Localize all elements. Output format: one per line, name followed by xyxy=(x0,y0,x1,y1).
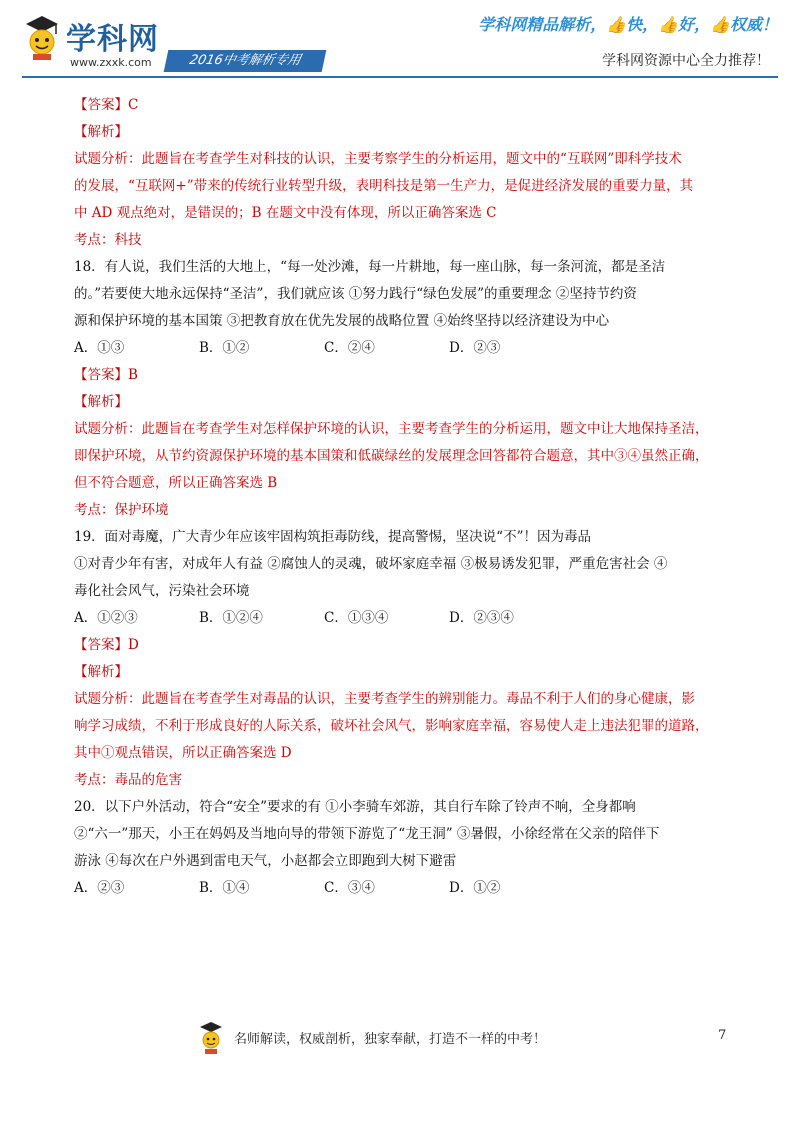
q19-stem-line: ①对青少年有害，对成年人有益 ②腐蚀人的灵魂，破坏家庭幸福 ③极易诱发犯罪，严重危害社会 ④ xyxy=(74,556,668,572)
header-subtitle: 学科网资源中心全力推荐！ xyxy=(602,53,770,69)
logo-name: 学科网 xyxy=(66,22,159,57)
q20-stem-line: ②“六一”那天，小王在妈妈及当地向导的带领下游览了“龙王洞” ③暑假，小徐经常在父亲的陪伴下 xyxy=(74,826,660,842)
q17-answer: 【答案】C xyxy=(74,97,139,113)
q17-analysis-line: 中 AD 观点绝对，是错误的；B 在题文中没有体现，所以正确答案选 C xyxy=(74,205,497,221)
q20-option-c: C．③④ xyxy=(324,880,375,896)
header-slogan: 学科网精品解析，👍快，👍好，👍权威！ xyxy=(478,15,778,34)
q18-analysis-line: 试题分析：此题旨在考查学生对怎样保护环境的认识，主要考查学生的分析运用，题文中让大地保持圣洁， xyxy=(74,421,709,437)
q19-stem-line: 19．面对毒魔，广大青少年应该牢固构筑拒毒防线，提高警惕，坚决说“不”！因为毒品 xyxy=(74,529,591,545)
q18-point: 考点：保护环境 xyxy=(74,502,169,518)
mascot-icon xyxy=(198,1020,224,1056)
q17-point: 考点：科技 xyxy=(74,232,142,248)
q19-analysis-line: 响学习成绩，不利于形成良好的人际关系，破坏社会风气，影响家庭幸福，容易使人走上违法犯罪的道路， xyxy=(74,718,709,734)
q19-option-c: C．①③④ xyxy=(324,610,389,626)
q18-option-a: A．①③ xyxy=(74,340,125,356)
q17-analysis-label: 【解析】 xyxy=(74,124,128,140)
q19-options xyxy=(74,605,734,632)
q19-analysis-label: 【解析】 xyxy=(74,664,128,680)
q18-analysis-label: 【解析】 xyxy=(74,394,128,410)
q17-analysis-line: 试题分析：此题旨在考查学生对科技的认识，主要考察学生的分析运用，题文中的“互联网”即科学技术 xyxy=(74,151,682,167)
q20-stem-line: 20．以下户外活动，符合“安全”要求的有 ①小李骑车郊游，其自行车除了铃声不响，全身都响 xyxy=(74,799,636,815)
q19-stem-line: 毒化社会风气，污染社会环境 xyxy=(74,583,250,599)
q19-option-d: D．②③④ xyxy=(449,610,514,626)
page-number: 7 xyxy=(718,1028,727,1043)
header-divider xyxy=(22,76,778,78)
header-banner: 2016中考解析专用 xyxy=(164,50,327,72)
q19-answer: 【答案】D xyxy=(74,637,139,653)
q19-analysis-line: 试题分析：此题旨在考查学生对毒品的认识，主要考查学生的辨别能力。毒品不利于人们的身心健康，影 xyxy=(74,691,695,707)
q19-point: 考点：毒品的危害 xyxy=(74,772,182,788)
q20-option-d: D．①② xyxy=(449,880,501,896)
page-header xyxy=(0,0,800,92)
q18-options xyxy=(74,335,734,362)
logo-url: www.zxxk.com xyxy=(70,56,152,69)
q19-option-a: A．①②③ xyxy=(74,610,138,626)
q19-analysis-line: 其中①观点错误，所以正确答案选 D xyxy=(74,745,292,761)
q18-stem-line: 的。”若要使大地永远保持“圣洁”，我们就应该 ①努力践行“绿色发展”的重要理念 ②坚持节约资 xyxy=(74,286,637,302)
q18-answer: 【答案】B xyxy=(74,367,138,383)
q20-option-a: A．②③ xyxy=(74,880,125,896)
q18-stem-line: 源和保护环境的基本国策 ③把教育放在优先发展的战略位置 ④始终坚持以经济建设为中心 xyxy=(74,313,610,329)
q20-option-b: B．①④ xyxy=(199,880,250,896)
document-body xyxy=(74,92,734,902)
q20-stem-line: 游泳 ④每次在户外遇到雷电天气，小赵都会立即跑到大树下避雷 xyxy=(74,853,457,869)
q18-option-d: D．②③ xyxy=(449,340,501,356)
q18-option-b: B．①② xyxy=(199,340,250,356)
footer-slogan: 名师解读，权威剖析，独家奉献，打造不一样的中考！ xyxy=(234,1032,547,1047)
q17-analysis-line: 的发展，“互联网+”带来的传统行业转型升级，表明科技是第一生产力，是促进经济发展的重要力量，其 xyxy=(74,178,694,194)
q18-option-c: C．②④ xyxy=(324,340,375,356)
page-footer xyxy=(0,1010,800,1070)
q18-analysis-line: 但不符合题意，所以正确答案选 B xyxy=(74,475,278,491)
mascot-icon xyxy=(22,14,62,62)
q20-options xyxy=(74,875,734,902)
q19-option-b: B．①②④ xyxy=(199,610,263,626)
q18-stem-line: 18．有人说，我们生活的大地上，“每一处沙滩，每一片耕地，每一座山脉，每一条河流，都是圣洁 xyxy=(74,259,666,275)
q18-analysis-line: 即保护环境，从节约资源保护环境的基本国策和低碳绿丝的发展理念回答都符合题意，其中③④虽然正确， xyxy=(74,448,709,464)
